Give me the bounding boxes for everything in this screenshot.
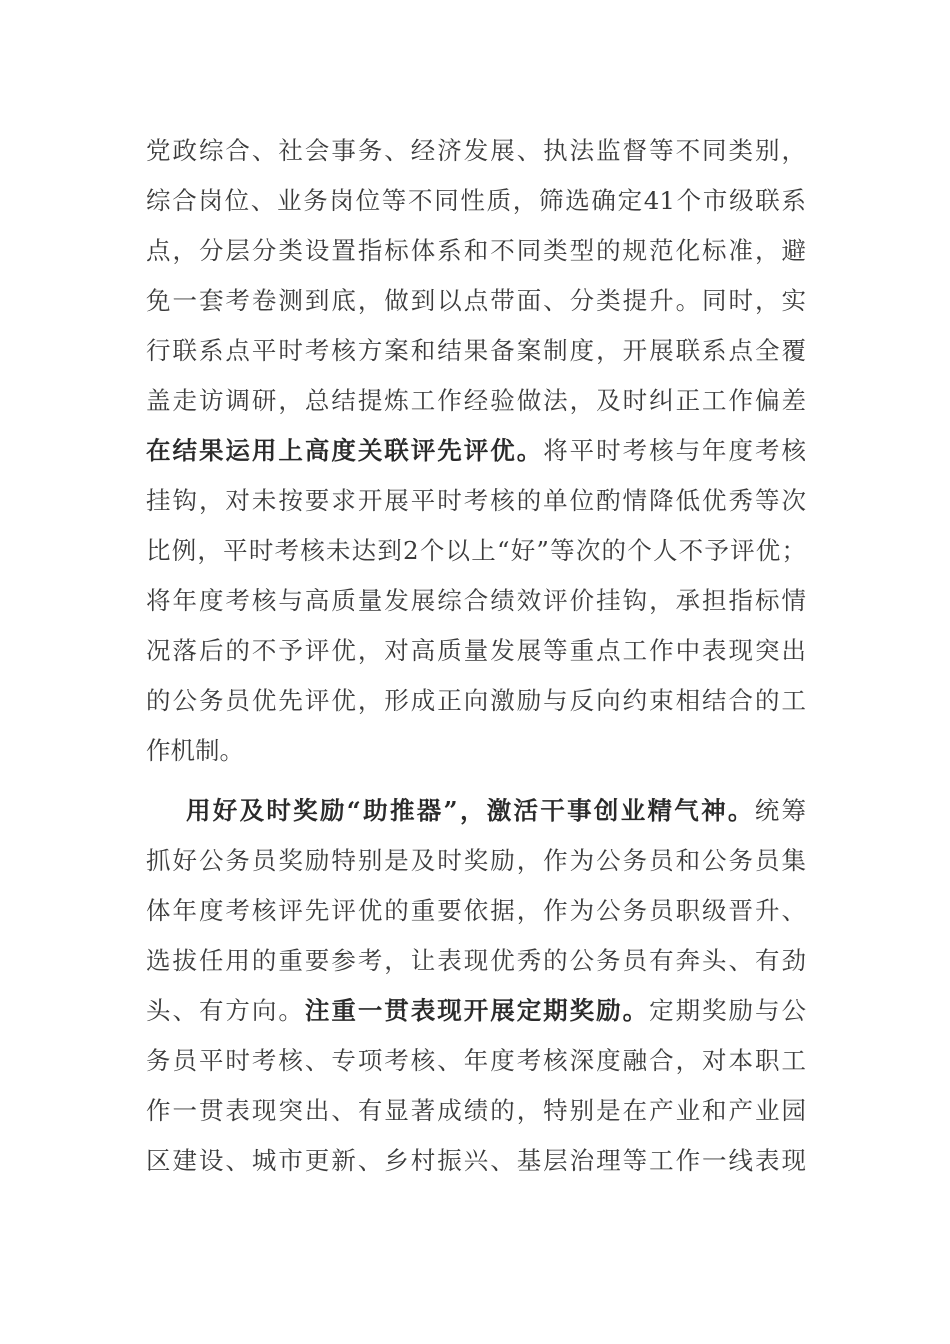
text-line: 况落后的不予评优，对高质量发展等重点工作中表现突出 — [146, 636, 806, 665]
text-line: 点，分层分类设置指标体系和不同类型的规范化标准，避 — [146, 236, 806, 265]
text-line: 作一贯表现突出、有显著成绩的，特别是在产业和产业园 — [146, 1096, 806, 1125]
text-line: 务员平时考核、专项考核、年度考核深度融合，对本职工 — [146, 1046, 806, 1075]
text-segment: 头、有方向。 — [146, 996, 305, 1025]
text-line: 作机制。 — [146, 736, 244, 765]
text-line: 挂钩，对未按要求开展平时考核的单位酌情降低优秀等次 — [146, 486, 806, 515]
text-line — [146, 434, 806, 468]
text-line: 比例，平时考核未达到2个以上“好”等次的个人不予评优； — [146, 536, 806, 565]
text-line — [146, 994, 806, 1028]
text-line: 抓好公务员奖励特别是及时奖励，作为公务员和公务员集 — [146, 846, 806, 875]
text-line: 综合岗位、业务岗位等不同性质，筛选确定41个市级联系 — [146, 186, 806, 215]
text-line: 免一套考卷测到底，做到以点带面、分类提升。同时，实 — [146, 286, 806, 315]
text-segment: 将平时考核与年度考核 — [543, 436, 806, 465]
text-line: 党政综合、社会事务、经济发展、执法监督等不同类别， — [146, 136, 806, 165]
bold-heading: 用好及时奖励“助推器”，激活干事创业精气神。 — [186, 796, 755, 825]
text-line: 行联系点平时考核方案和结果备案制度，开展联系点全覆 — [146, 336, 806, 365]
text-segment: 定期奖励与公 — [649, 996, 807, 1025]
text-line: 体年度考核评先评优的重要依据，作为公务员职级晋升、 — [146, 896, 806, 925]
text-segment: 统筹 — [754, 796, 806, 825]
text-line: 将年度考核与高质量发展综合绩效评价挂钩，承担指标情 — [146, 586, 806, 615]
text-line: 盖走访调研，总结提炼工作经验做法，及时纠正工作偏差 — [146, 386, 806, 415]
text-line: 的公务员优先评优，形成正向激励与反向约束相结合的工 — [146, 686, 806, 715]
text-line: 区建设、城市更新、乡村振兴、基层治理等工作一线表现 — [146, 1146, 806, 1175]
text-line — [186, 794, 806, 828]
bold-heading: 注重一贯表现开展定期奖励。 — [304, 996, 650, 1025]
bold-heading: 在结果运用上高度关联评先评优。 — [146, 436, 544, 465]
text-line: 选拔任用的重要参考，让表现优秀的公务员有奔头、有劲 — [146, 946, 806, 975]
